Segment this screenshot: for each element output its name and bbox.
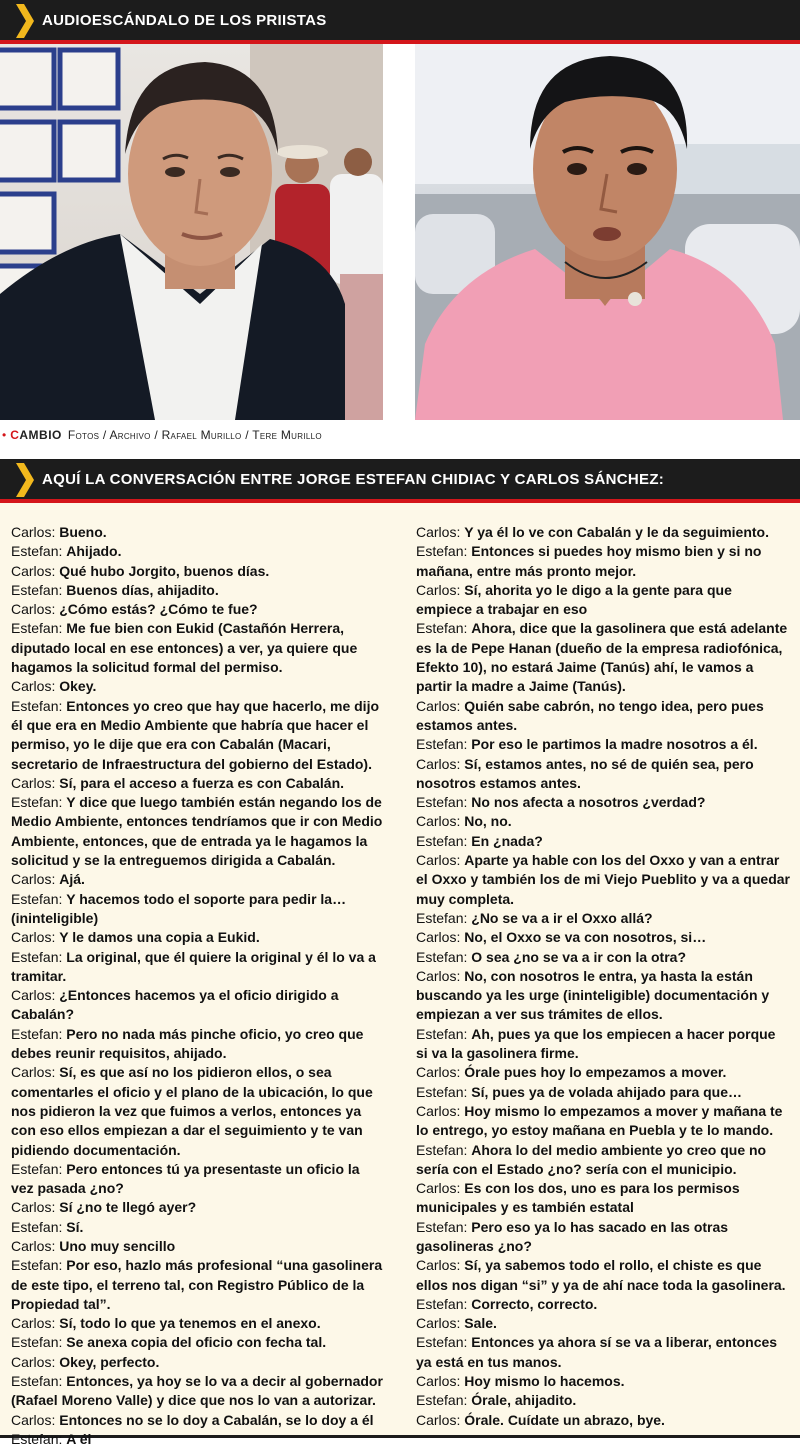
speaker-name: Carlos:: [11, 1315, 60, 1332]
dialogue-text: Sí, pues ya de volada ahijado para que…: [471, 1083, 743, 1100]
photo-right: [415, 44, 800, 420]
dialogue-line: [416, 1391, 790, 1410]
dialogue-text: Ah, pues ya que los empiecen a hacer porque si va la gasolinera firme.: [416, 1025, 776, 1062]
section-title: AQUÍ LA CONVERSACIÓN ENTRE JORGE ESTEFAN CHIDIAC Y CARLOS SÁNCHEZ:: [42, 470, 665, 488]
dialogue-text: Qué hubo Jorgito, buenos días.: [59, 562, 270, 579]
dialogue-text: Se anexa copia del oficio con fecha tal.: [66, 1334, 327, 1351]
dialogue-line: [11, 793, 384, 870]
dialogue-text: Pero entonces tú ya presentaste un oficio la vez pasada ¿no?: [11, 1160, 360, 1197]
dialogue-line: [416, 793, 790, 812]
speaker-name: Carlos:: [11, 1353, 60, 1370]
dialogue-text: Okey, perfecto.: [59, 1353, 160, 1370]
speaker-name: Carlos:: [416, 852, 465, 869]
dialogue-text: Sí, todo lo que ya tenemos en el anexo.: [59, 1315, 321, 1332]
dialogue-text: Entonces ya ahora sí se va a liberar, entonces ya está en tus manos.: [416, 1334, 778, 1370]
dialogue-line: [11, 890, 384, 929]
dialogue-line: [11, 1237, 384, 1256]
speaker-name: Estefan:: [11, 794, 67, 811]
dialogue-text: Y ya él lo ve con Cabalán y le da seguimiento.: [464, 524, 769, 540]
speaker-name: Carlos:: [11, 1199, 60, 1216]
header-bar: [0, 0, 800, 44]
dialogue-line: [11, 600, 384, 619]
speaker-name: Estefan:: [416, 948, 472, 965]
speaker-name: Estefan:: [416, 543, 472, 560]
dialogue-text: Y hacemos todo el soporte para pedir la… (ininteligible): [11, 890, 347, 926]
speaker-name: Carlos:: [416, 524, 465, 540]
dialogue-line: [11, 986, 384, 1025]
dialogue-line: [416, 1256, 790, 1295]
speaker-name: Estefan:: [416, 736, 472, 753]
dialogue-line: [11, 870, 384, 889]
speaker-name: Estefan:: [11, 1334, 67, 1351]
dialogue-line: [416, 523, 790, 542]
speaker-name: Estefan:: [416, 1392, 472, 1409]
dialogue-text: Ahijado.: [66, 543, 122, 560]
speaker-name: Carlos:: [416, 813, 465, 830]
dialogue-text: Uno muy sencillo: [59, 1237, 176, 1254]
speaker-name: Carlos:: [416, 1180, 465, 1197]
dialogue-text: Me fue bien con Eukid (Castañón Herrera, diputado local en ese entonces) a ver, ya quiere que hagamos la solicitud formal del permiso.: [11, 620, 358, 676]
dialogue-text: No, con nosotros le entra, ya hasta la están buscando ya les urge (ininteligible) documentación y empiezan a ver sus trámites de ellos.: [416, 967, 770, 1023]
dialogue-line: [11, 1372, 384, 1411]
dialogue-line: [11, 1025, 384, 1064]
portrait-right: [415, 44, 800, 420]
speaker-name: Carlos:: [416, 581, 465, 598]
dialogue-line: [416, 1102, 790, 1141]
dialogue-text: En ¿nada?: [471, 832, 543, 849]
speaker-name: Estefan:: [11, 581, 67, 598]
speaker-name: Carlos:: [416, 1257, 465, 1274]
speaker-name: Carlos:: [11, 1237, 60, 1254]
dialogue-text: Órale. Cuídate un abrazo, bye.: [464, 1411, 665, 1428]
dialogue-line: [416, 1025, 790, 1064]
speaker-name: Carlos:: [416, 1411, 465, 1428]
dialogue-line: [416, 1083, 790, 1102]
dialogue-text: Por eso, hazlo más profesional “una gasolinera de este tipo, el terreno tal, con Registro Público de la Propiedad tal”.: [11, 1257, 383, 1312]
speaker-name: Carlos:: [11, 601, 60, 618]
dialogue-line: [416, 928, 790, 947]
speaker-name: Estefan:: [416, 832, 472, 849]
speaker-name: Estefan:: [11, 1160, 67, 1177]
dialogue-line: [416, 948, 790, 967]
dialogue-text: O sea ¿no se va a ir con la otra?: [471, 948, 687, 965]
conversation-column-left: [11, 523, 384, 1449]
speaker-name: Estefan:: [416, 1141, 472, 1158]
dialogue-line: [11, 1333, 384, 1352]
speaker-name: Carlos:: [11, 1064, 60, 1081]
dialogue-line: [11, 948, 384, 987]
speaker-name: Carlos:: [11, 929, 60, 946]
speaker-name: Carlos:: [416, 1102, 465, 1119]
dialogue-line: [416, 542, 790, 581]
speaker-name: Estefan:: [11, 1218, 67, 1235]
dialogue-text: Okey.: [59, 678, 97, 695]
speaker-name: Estefan:: [11, 890, 67, 907]
credit-text: Fotos / Archivo / Rafael Murillo / Tere Murillo: [67, 428, 322, 442]
dialogue-line: [11, 1198, 384, 1217]
speaker-name: Carlos:: [416, 697, 465, 714]
speaker-name: Estefan:: [416, 794, 472, 811]
header-title: AUDIOESCÁNDALO DE LOS PRIISTAS: [42, 11, 327, 29]
dialogue-line: [11, 562, 384, 581]
dialogue-line: [11, 697, 384, 774]
dialogue-text: Sí, estamos antes, no sé de quién sea, pero nosotros estamos antes.: [416, 755, 754, 791]
dialogue-line: [11, 619, 384, 677]
dialogue-text: Y dice que luego también están negando los de Medio Ambiente, entonces tendríamos que ir con Medio Ambiente, entonces, que de entrada ya le hagamos la solicitud y se la entreguemos dirigida a Cabalán.: [11, 794, 383, 869]
dialogue-line: [416, 581, 790, 620]
photo-left: [0, 44, 383, 420]
dialogue-text: Por eso le partimos la madre nosotros a él.: [471, 736, 758, 753]
dialogue-line: [11, 1218, 384, 1237]
speaker-name: Carlos:: [416, 1373, 465, 1390]
speaker-name: Carlos:: [11, 524, 60, 540]
chevron-icon: [0, 0, 26, 40]
dialogue-text: Es con los dos, uno es para los permisos municipales y es también estatal: [416, 1180, 740, 1216]
dialogue-text: Entonces no se lo doy a Cabalán, se lo doy a él: [59, 1411, 374, 1428]
speaker-name: Estefan:: [11, 620, 67, 637]
speaker-name: Carlos:: [416, 755, 465, 772]
dialogue-text: A él: [66, 1430, 92, 1447]
dialogue-text: Aparte ya hable con los del Oxxo y van a entrar el Oxxo y también los de mi Viejo Pueblito y va a quedar muy completa.: [416, 852, 790, 907]
speaker-name: Estefan:: [11, 1257, 67, 1274]
dialogue-text: Ahora, dice que la gasolinera que está adelante es la de Pepe Hanan (dueño de la empresa radiofónica, Efekto 10), no estará Jaime (Tanús) ahí, le vamos a partir la madre a Jaime (Tanús).: [416, 620, 788, 695]
dialogue-line: [416, 1141, 790, 1180]
speaker-name: Estefan:: [416, 1083, 472, 1100]
dialogue-text: ¿No se va a ir el Oxxo allá?: [471, 909, 653, 926]
dialogue-text: Pero no nada más pinche oficio, yo creo que debes reunir requisitos, ahijado.: [11, 1025, 364, 1062]
dialogue-line: [416, 735, 790, 754]
dialogue-line: [416, 755, 790, 794]
dialogue-text: Ajá.: [59, 871, 85, 888]
dialogue-line: [11, 1430, 384, 1449]
dialogue-text: Sí.: [66, 1218, 84, 1235]
dialogue-line: [11, 523, 384, 542]
dialogue-line: [11, 928, 384, 947]
dialogue-text: Pero eso ya lo has sacado en las otras gasolineras ¿no?: [416, 1218, 729, 1254]
dialogue-line: [11, 1411, 384, 1430]
speaker-name: Carlos:: [11, 678, 60, 695]
speaker-name: Estefan:: [416, 1334, 472, 1351]
conversation-panel: [0, 503, 800, 1447]
dialogue-text: Hoy mismo lo empezamos a mover y mañana te lo entrego, yo estoy mañana en Puebla y te lo mando.: [416, 1102, 783, 1139]
speaker-name: Estefan:: [11, 948, 67, 965]
dialogue-line: [416, 832, 790, 851]
dialogue-line: [416, 1179, 790, 1218]
dialogue-line: [416, 1295, 790, 1314]
dialogue-text: Bueno.: [59, 524, 107, 540]
dialogue-line: [11, 1314, 384, 1333]
dialogue-line: [11, 1256, 384, 1314]
dialogue-text: Entonces si puedes hoy mismo bien y si no mañana, entre más pronto mejor.: [416, 543, 762, 579]
speaker-name: Carlos:: [11, 562, 60, 579]
dialogue-text: Entonces, ya hoy se lo va a decir al gobernador (Rafael Moreno Valle) y dice que nos lo van a autorizar.: [11, 1373, 383, 1409]
speaker-name: Carlos:: [416, 1315, 465, 1332]
speaker-name: Carlos:: [416, 1064, 465, 1081]
dialogue-text: No, no.: [464, 813, 512, 830]
speaker-name: Estefan:: [416, 909, 472, 926]
dialogue-line: [416, 909, 790, 928]
dialogue-text: ¿Entonces hacemos ya el oficio dirigido a Cabalán?: [11, 987, 339, 1023]
dialogue-line: [416, 812, 790, 831]
dialogue-line: [11, 1063, 384, 1159]
dialogue-line: [11, 542, 384, 561]
dialogue-text: La original, que él quiere la original y él lo va a tramitar.: [11, 948, 376, 984]
speaker-name: Estefan:: [11, 1025, 67, 1042]
photo-credit: [2, 424, 322, 446]
dialogue-text: ¿Cómo estás? ¿Cómo te fue?: [59, 601, 258, 618]
dialogue-text: Órale pues hoy lo empezamos a mover.: [464, 1064, 727, 1081]
conversation-column-right: [416, 523, 790, 1430]
dialogue-text: No, el Oxxo se va con nosotros, si…: [464, 929, 707, 946]
dialogue-line: [416, 851, 790, 909]
dialogue-line: [416, 1218, 790, 1257]
speaker-name: Estefan:: [11, 1373, 67, 1390]
dialogue-text: No nos afecta a nosotros ¿verdad?: [471, 794, 706, 811]
speaker-name: Carlos:: [11, 987, 60, 1004]
speaker-name: Carlos:: [416, 929, 465, 946]
section-bar: [0, 459, 800, 503]
dialogue-text: Sí ¿no te llegó ayer?: [59, 1199, 197, 1216]
chevron-icon: [0, 459, 26, 499]
speaker-name: Estefan:: [416, 620, 472, 637]
dialogue-text: Ahora lo del medio ambiente yo creo que no sería con el Estado ¿no? sería con el municipio.: [416, 1141, 767, 1177]
dialogue-text: Hoy mismo lo hacemos.: [464, 1373, 625, 1390]
dialogue-line: [416, 1372, 790, 1391]
dialogue-text: Quién sabe cabrón, no tengo idea, pero pues estamos antes.: [416, 697, 764, 733]
dialogue-line: [11, 581, 384, 600]
speaker-name: Carlos:: [11, 774, 60, 791]
dialogue-line: [11, 677, 384, 696]
speaker-name: Estefan:: [11, 1430, 67, 1447]
dialogue-line: [416, 697, 790, 736]
dialogue-text: Sí, para el acceso a fuerza es con Cabalán.: [59, 774, 345, 791]
speaker-name: Estefan:: [11, 697, 67, 714]
dialogue-line: [11, 774, 384, 793]
bullet-icon: •: [2, 428, 7, 442]
speaker-name: Carlos:: [11, 871, 60, 888]
speaker-name: Estefan:: [416, 1025, 472, 1042]
dialogue-text: Y le damos una copia a Eukid.: [59, 929, 260, 946]
dialogue-text: Sale.: [464, 1315, 497, 1332]
speaker-name: Estefan:: [416, 1218, 472, 1235]
dialogue-line: [416, 1314, 790, 1333]
dialogue-text: Buenos días, ahijadito.: [66, 581, 219, 598]
dialogue-line: [416, 1063, 790, 1082]
dialogue-text: Sí, ya sabemos todo el rollo, el chiste es que ellos nos digan “si” y ya de ahí nace toda la gasolinera.: [416, 1257, 786, 1293]
dialogue-line: [416, 1333, 790, 1372]
dialogue-line: [11, 1353, 384, 1372]
dialogue-line: [416, 967, 790, 1025]
speaker-name: Carlos:: [11, 1411, 60, 1428]
dialogue-text: Sí, ahorita yo le digo a la gente para que empiece a trabajar en eso: [416, 581, 732, 618]
cambio-logo: CAMBIO: [10, 428, 62, 442]
dialogue-text: Sí, es que así no los pidieron ellos, o sea comentarles el oficio y el plano de la ubicación, lo que nos pidieron la vez que fuimos a verlos, entonces ya con eso ellos empiezan a dar el seguimiento y te van pidiendo documentación.: [11, 1064, 373, 1158]
dialogue-line: [11, 1160, 384, 1199]
dialogue-text: Correcto, correcto.: [471, 1295, 598, 1312]
portrait-left: [0, 44, 383, 420]
dialogue-text: Órale, ahijadito.: [471, 1392, 577, 1409]
speaker-name: Carlos:: [416, 967, 465, 984]
dialogue-text: Entonces yo creo que hay que hacerlo, me dijo él que era en Medio Ambiente que habría que hacer el permiso, yo le dije que era con Cabalán (Macari, secretario de Infraestructura del gobierno del Estado).: [11, 697, 380, 772]
speaker-name: Estefan:: [11, 543, 67, 560]
dialogue-line: [416, 619, 790, 696]
dialogue-line: [416, 1411, 790, 1430]
speaker-name: Estefan:: [416, 1295, 472, 1312]
